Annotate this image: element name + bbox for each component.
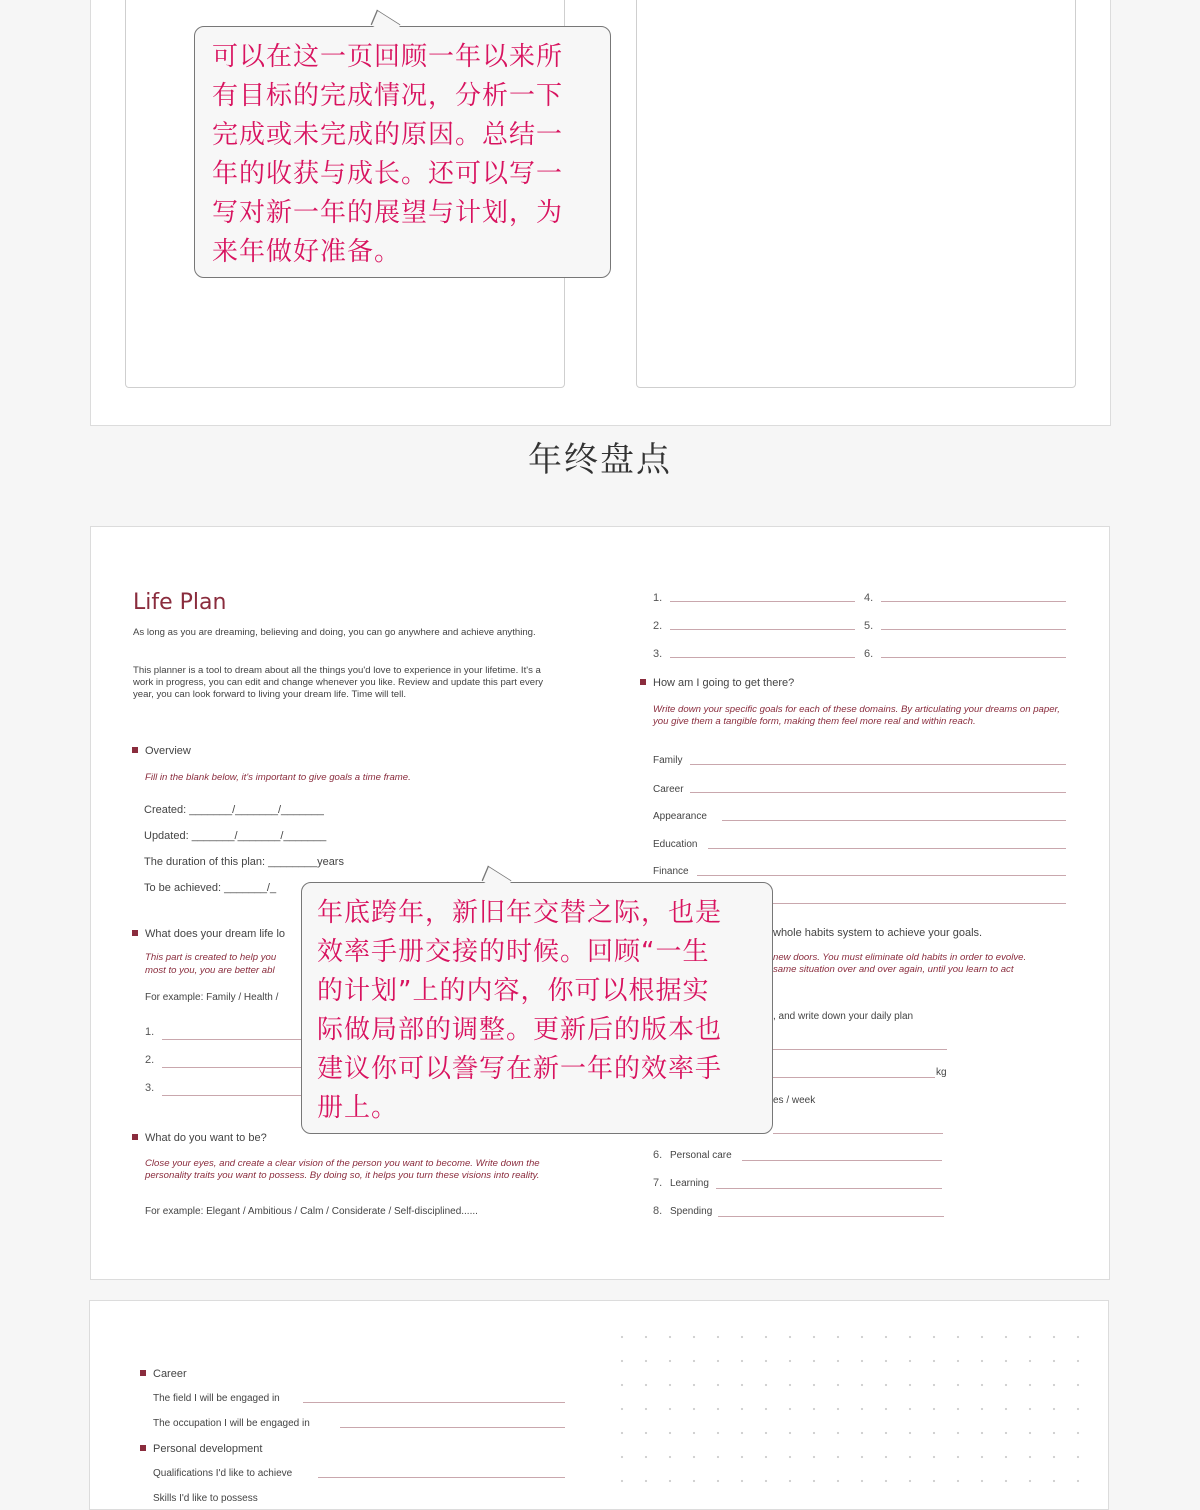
domain-label: Career (653, 784, 684, 795)
habits-note: new doors. You must eliminate old habits in order to evolve. (773, 952, 1027, 963)
goal-line[interactable] (881, 657, 1066, 658)
habits-note: same situation over and over again, until you learn to act (773, 964, 1014, 975)
personal-development-heading: Personal development (140, 1443, 262, 1455)
habit-label: Personal care (670, 1150, 732, 1161)
domain-line[interactable] (690, 792, 1066, 793)
want-to-be-heading: What do you want to be? (132, 1132, 267, 1144)
goal-number: 5. (864, 620, 874, 632)
habit-number: 6. (653, 1149, 663, 1161)
bubble-line: 效率手册交接的时候。回顾“一生 (317, 937, 710, 967)
duration-field[interactable]: The duration of this plan: ________years (144, 856, 344, 868)
life-plan-title: Life Plan (133, 590, 227, 615)
field-label: The field I will be engaged in (153, 1393, 280, 1404)
dream-item-line[interactable] (162, 1039, 302, 1040)
section-title: 年终盘点 (528, 440, 672, 480)
goal-line[interactable] (670, 657, 855, 658)
habit-line[interactable] (773, 1077, 935, 1078)
bubble-line: 来年做好准备。 (212, 237, 402, 267)
habit-line[interactable] (742, 1160, 942, 1161)
goal-number: 6. (864, 648, 874, 660)
want-to-be-note: Close your eyes, and create a clear vision of the person you want to become. Write down the personality traits you want to possess. By doing so, it helps you turn these visions into reality. (145, 1158, 540, 1181)
want-to-be-example: For example: Elegant / Ambitious / Calm / Considerate / Self-disciplined...... (145, 1206, 478, 1217)
goal-number: 2. (653, 620, 663, 632)
habit-line[interactable] (718, 1216, 944, 1217)
dream-life-note: most to you, you are better abl (145, 965, 275, 976)
daily-plan-text: , and write down your daily plan (773, 1011, 914, 1022)
get-there-heading: How am I going to get there? (640, 677, 794, 689)
goal-number: 4. (864, 592, 874, 604)
dream-life-note: This part is created to help you (145, 952, 277, 963)
qualifications-line[interactable] (318, 1477, 565, 1478)
dream-item-number: 3. (145, 1082, 155, 1094)
bubble-line: 有目标的完成情况，分析一下 (212, 81, 564, 111)
goal-line[interactable] (881, 629, 1066, 630)
habit-line[interactable] (773, 1133, 943, 1134)
habit-number: 8. (653, 1205, 663, 1217)
habit-line[interactable] (716, 1188, 942, 1189)
occupation-label: The occupation I will be engaged in (153, 1418, 310, 1429)
goal-line[interactable] (670, 629, 855, 630)
bubble-line: 际做局部的调整。更新后的版本也 (317, 1015, 723, 1045)
domain-label: Education (653, 839, 698, 850)
week-unit: es / week (773, 1095, 816, 1106)
skills-label: Skills I'd like to possess (153, 1493, 258, 1504)
goal-number: 1. (653, 592, 663, 604)
bubble-line: 年底跨年，新旧年交替之际，也是 (317, 898, 723, 928)
middle-speech-bubble (301, 882, 773, 1134)
intro-paragraph: As long as you are dreaming, believing and doing, you can go anywhere and achieve anything. (133, 627, 536, 638)
dream-item-number: 2. (145, 1054, 155, 1066)
dream-item-number: 1. (145, 1026, 155, 1038)
habit-number: 7. (653, 1177, 663, 1189)
right-notebook-page (636, 0, 1076, 388)
bubble-line: 年的收获与成长。还可以写一 (212, 159, 564, 189)
bubble-line: 写对新一年的展望与计划，为 (212, 198, 564, 228)
bubble-line: 的计划”上的内容，你可以根据实 (317, 976, 710, 1006)
dream-life-example: For example: Family / Health / (145, 992, 279, 1003)
created-field[interactable]: Created: _______/_______/_______ (144, 804, 324, 816)
dream-item-line[interactable] (162, 1067, 302, 1068)
habit-line[interactable] (773, 1049, 947, 1050)
top-speech-bubble (194, 26, 611, 278)
dream-life-heading: What does your dream life lo (132, 928, 285, 940)
bubble-line: 册上。 (317, 1093, 399, 1123)
career-heading: Career (140, 1368, 187, 1380)
goal-number: 3. (653, 648, 663, 660)
goal-line[interactable] (881, 601, 1066, 602)
kg-unit: kg (936, 1067, 947, 1078)
domain-label: Family (653, 755, 683, 766)
occupation-line[interactable] (340, 1427, 565, 1428)
domain-line[interactable] (697, 875, 1066, 876)
dot-grid (610, 1325, 1090, 1500)
bubble-line: 建议你可以誊写在新一年的效率手 (317, 1054, 723, 1084)
habit-label: Learning (670, 1178, 709, 1189)
domain-label: Finance (653, 866, 689, 877)
domain-label: Appearance (653, 811, 707, 822)
habits-heading: whole habits system to achieve your goals. (773, 927, 983, 939)
goal-line[interactable] (670, 601, 855, 602)
field-line[interactable] (303, 1402, 565, 1403)
dream-item-line[interactable] (162, 1095, 302, 1096)
updated-field[interactable]: Updated: _______/_______/_______ (144, 830, 327, 842)
bubble-line: 完成或未完成的原因。总结一 (212, 120, 564, 150)
get-there-note: Write down your specific goals for each of these domains. By articulating your dreams on paper, you give them a tangible form, making them feel more real and within reach. (653, 704, 1060, 727)
qualifications-label: Qualifications I'd like to achieve (153, 1468, 293, 1479)
domain-line[interactable] (690, 764, 1066, 765)
overview-heading: Overview (132, 745, 191, 757)
domain-line[interactable] (770, 903, 1066, 904)
overview-note: Fill in the blank below, it's important to give goals a time frame. (145, 772, 411, 783)
habit-label: Spending (670, 1206, 713, 1217)
domain-line[interactable] (722, 820, 1066, 821)
domain-line[interactable] (708, 848, 1066, 849)
achieved-field[interactable]: To be achieved: _______/_ (144, 882, 277, 894)
bubble-line: 可以在这一页回顾一年以来所 (212, 42, 564, 72)
intro-paragraph: This planner is a tool to dream about all the things you'd love to experience in your lifetime. It's a work in progress, you can edit and change whenever you like. Review and update this part every year, you can look forward to living your dream life. Time will tell. (133, 665, 544, 700)
